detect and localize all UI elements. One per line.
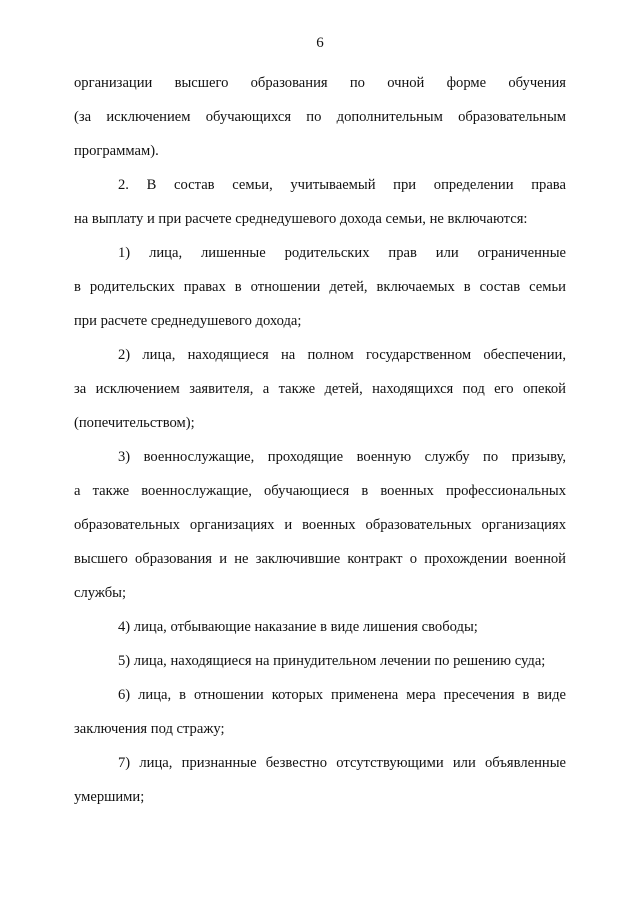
text-line: (за исключением обучающихся по дополнительным образовательным (74, 109, 566, 125)
paragraph-subitem-6 (74, 678, 566, 746)
text-line: а также военнослужащие, обучающиеся в военных профессиональных (74, 483, 566, 499)
text-line: умершими; (74, 789, 145, 805)
text-line: организации высшего образования по очной форме обучения (74, 75, 566, 91)
text-line: 1) лица, лишенные родительских прав или ограниченные (118, 245, 566, 261)
text-line: 2. В состав семьи, учитываемый при определении права (118, 177, 566, 193)
paragraph-subitem-4 (74, 610, 566, 644)
page-number: 6 (316, 35, 324, 51)
text-line: программам). (74, 143, 159, 159)
text-line: 7) лица, признанные безвестно отсутствующими или объявленные (118, 755, 566, 771)
text-line: 6) лица, в отношении которых применена мера пресечения в виде (118, 687, 566, 703)
paragraph-subitem-2 (74, 338, 566, 440)
text-line: при расчете среднедушевого дохода; (74, 313, 302, 329)
text-line: в родительских правах в отношении детей, включаемых в состав семьи (74, 279, 566, 295)
document-body (74, 66, 566, 814)
text-line: на выплату и при расчете среднедушевого дохода семьи, не включаются: (74, 211, 528, 227)
paragraph-continuation (74, 66, 566, 168)
text-line: 5) лица, находящиеся на принудительном лечении по решению суда; (118, 653, 546, 669)
text-line: (попечительством); (74, 415, 195, 431)
text-line: за исключением заявителя, а также детей, находящихся под его опекой (74, 381, 566, 397)
text-line: образовательных организациях и военных образовательных организациях (74, 517, 566, 533)
paragraph-item-2 (74, 168, 566, 236)
paragraph-subitem-1 (74, 236, 566, 338)
text-line: высшего образования и не заключившие контракт о прохождении военной (74, 551, 566, 567)
text-line: 2) лица, находящиеся на полном государственном обеспечении, (118, 347, 566, 363)
paragraph-subitem-3 (74, 440, 566, 610)
text-line: службы; (74, 585, 127, 601)
paragraph-subitem-7 (74, 746, 566, 814)
text-line: заключения под стражу; (74, 721, 225, 737)
paragraph-subitem-5 (74, 644, 566, 678)
text-line: 3) военнослужащие, проходящие военную службу по призыву, (118, 449, 566, 465)
text-line: 4) лица, отбывающие наказание в виде лишения свободы; (118, 619, 478, 635)
